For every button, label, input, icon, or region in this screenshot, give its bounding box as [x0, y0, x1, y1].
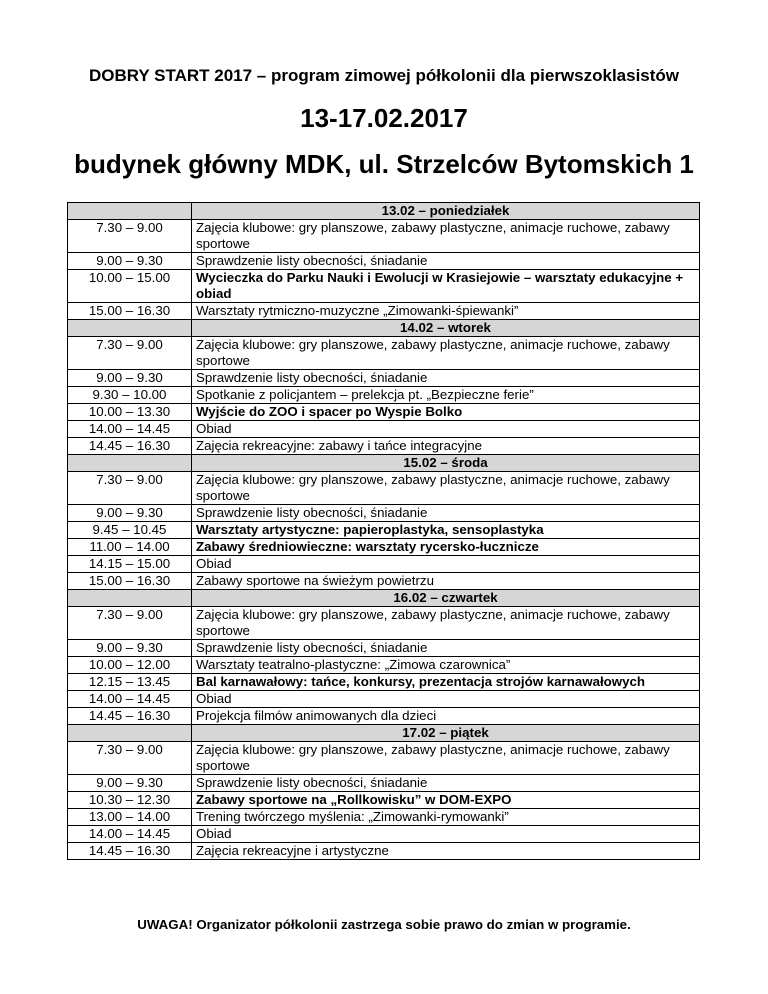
schedule-table [67, 202, 700, 860]
activity-cell: Sprawdzenie listy obecności, śniadanie [192, 775, 700, 792]
time-cell: 9.45 – 10.45 [68, 522, 192, 539]
activity-cell: Zajęcia klubowe: gry planszowe, zabawy plastyczne, animacje ruchowe, zabawy sportowe [192, 337, 700, 370]
day-header-label: 14.02 – wtorek [192, 320, 700, 337]
time-cell: 10.00 – 13.30 [68, 404, 192, 421]
schedule-row [68, 404, 700, 421]
time-cell: 14.00 – 14.45 [68, 691, 192, 708]
schedule-row [68, 657, 700, 674]
activity-cell: Warsztaty artystyczne: papieroplastyka, sensoplastyka [192, 522, 700, 539]
time-cell: 7.30 – 9.00 [68, 337, 192, 370]
schedule-row [68, 220, 700, 253]
day-header-label: 17.02 – piątek [192, 725, 700, 742]
activity-cell: Zajęcia klubowe: gry planszowe, zabawy plastyczne, animacje ruchowe, zabawy sportowe [192, 742, 700, 775]
activity-cell: Zajęcia klubowe: gry planszowe, zabawy plastyczne, animacje ruchowe, zabawy sportowe [192, 220, 700, 253]
activity-cell: Trening twórczego myślenia: „Zimowanki-rymowanki” [192, 809, 700, 826]
schedule-row [68, 270, 700, 303]
activity-cell: Obiad [192, 421, 700, 438]
day-header-blank [68, 320, 192, 337]
day-header-blank [68, 203, 192, 220]
schedule-row [68, 253, 700, 270]
day-header-label: 16.02 – czwartek [192, 590, 700, 607]
time-cell: 10.30 – 12.30 [68, 792, 192, 809]
schedule-row [68, 556, 700, 573]
activity-cell: Spotkanie z policjantem – prelekcja pt. „Bezpieczne ferie” [192, 387, 700, 404]
activity-cell: Zabawy sportowe na „Rollkowisku” w DOM-EXPO [192, 792, 700, 809]
activity-cell: Zajęcia rekreacyjne i artystyczne [192, 843, 700, 860]
time-cell: 13.00 – 14.00 [68, 809, 192, 826]
activity-cell: Warsztaty rytmiczno-muzyczne „Zimowanki-śpiewanki” [192, 303, 700, 320]
activity-cell: Zabawy średniowieczne: warsztaty rycersko-łucznicze [192, 539, 700, 556]
schedule-row [68, 387, 700, 404]
day-header-row [68, 203, 700, 220]
schedule-row [68, 792, 700, 809]
time-cell: 14.45 – 16.30 [68, 438, 192, 455]
time-cell: 7.30 – 9.00 [68, 220, 192, 253]
day-header-row [68, 725, 700, 742]
day-header-blank [68, 725, 192, 742]
time-cell: 15.00 – 16.30 [68, 303, 192, 320]
schedule-row [68, 809, 700, 826]
schedule-row [68, 337, 700, 370]
activity-cell: Warsztaty teatralno-plastyczne: „Zimowa czarownica” [192, 657, 700, 674]
schedule-row [68, 303, 700, 320]
schedule-row [68, 691, 700, 708]
schedule-row [68, 539, 700, 556]
time-cell: 9.30 – 10.00 [68, 387, 192, 404]
time-cell: 14.15 – 15.00 [68, 556, 192, 573]
schedule-row [68, 370, 700, 387]
day-header-blank [68, 590, 192, 607]
activity-cell: Sprawdzenie listy obecności, śniadanie [192, 253, 700, 270]
schedule-row [68, 505, 700, 522]
activity-cell: Bal karnawałowy: tańce, konkursy, prezentacja strojów karnawałowych [192, 674, 700, 691]
time-cell: 9.00 – 9.30 [68, 505, 192, 522]
footer-note: UWAGA! Organizator półkolonii zastrzega sobie prawo do zmian w programie. [137, 917, 631, 932]
day-header-row [68, 455, 700, 472]
program-dates: 13-17.02.2017 [300, 103, 468, 133]
activity-cell: Obiad [192, 826, 700, 843]
time-cell: 7.30 – 9.00 [68, 607, 192, 640]
time-cell: 9.00 – 9.30 [68, 253, 192, 270]
day-header-label: 15.02 – środa [192, 455, 700, 472]
program-location: budynek główny MDK, ul. Strzelców Bytomskich 1 [74, 149, 694, 179]
time-cell: 14.00 – 14.45 [68, 421, 192, 438]
activity-cell: Wycieczka do Parku Nauki i Ewolucji w Krasiejowie – warsztaty edukacyjne + obiad [192, 270, 700, 303]
schedule-row [68, 742, 700, 775]
day-header-row [68, 320, 700, 337]
document-title: DOBRY START 2017 – program zimowej półkolonii dla pierwszoklasistów [88, 66, 680, 85]
day-header-row [68, 590, 700, 607]
time-cell: 12.15 – 13.45 [68, 674, 192, 691]
schedule-row [68, 674, 700, 691]
activity-cell: Wyjście do ZOO i spacer po Wyspie Bolko [192, 404, 700, 421]
activity-cell: Zajęcia klubowe: gry planszowe, zabawy plastyczne, animacje ruchowe, zabawy sportowe [192, 472, 700, 505]
time-cell: 10.00 – 15.00 [68, 270, 192, 303]
schedule-row [68, 607, 700, 640]
time-cell: 7.30 – 9.00 [68, 742, 192, 775]
time-cell: 9.00 – 9.30 [68, 370, 192, 387]
schedule-row [68, 573, 700, 590]
time-cell: 14.45 – 16.30 [68, 708, 192, 725]
day-header-label: 13.02 – poniedziałek [192, 203, 700, 220]
activity-cell: Sprawdzenie listy obecności, śniadanie [192, 370, 700, 387]
time-cell: 14.45 – 16.30 [68, 843, 192, 860]
activity-cell: Obiad [192, 691, 700, 708]
time-cell: 9.00 – 9.30 [68, 640, 192, 657]
time-cell: 15.00 – 16.30 [68, 573, 192, 590]
schedule-row [68, 826, 700, 843]
activity-cell: Zajęcia rekreacyjne: zabawy i tańce integracyjne [192, 438, 700, 455]
schedule-row [68, 708, 700, 725]
schedule-row [68, 775, 700, 792]
activity-cell: Sprawdzenie listy obecności, śniadanie [192, 640, 700, 657]
time-cell: 7.30 – 9.00 [68, 472, 192, 505]
activity-cell: Obiad [192, 556, 700, 573]
time-cell: 14.00 – 14.45 [68, 826, 192, 843]
day-header-blank [68, 455, 192, 472]
time-cell: 9.00 – 9.30 [68, 775, 192, 792]
schedule-row [68, 640, 700, 657]
activity-cell: Zabawy sportowe na świeżym powietrzu [192, 573, 700, 590]
schedule-row [68, 522, 700, 539]
schedule-row [68, 438, 700, 455]
activity-cell: Projekcja filmów animowanych dla dzieci [192, 708, 700, 725]
schedule-row [68, 843, 700, 860]
activity-cell: Sprawdzenie listy obecności, śniadanie [192, 505, 700, 522]
activity-cell: Zajęcia klubowe: gry planszowe, zabawy plastyczne, animacje ruchowe, zabawy sportowe [192, 607, 700, 640]
schedule-body [68, 203, 700, 860]
time-cell: 11.00 – 14.00 [68, 539, 192, 556]
schedule-row [68, 421, 700, 438]
time-cell: 10.00 – 12.00 [68, 657, 192, 674]
schedule-row [68, 472, 700, 505]
